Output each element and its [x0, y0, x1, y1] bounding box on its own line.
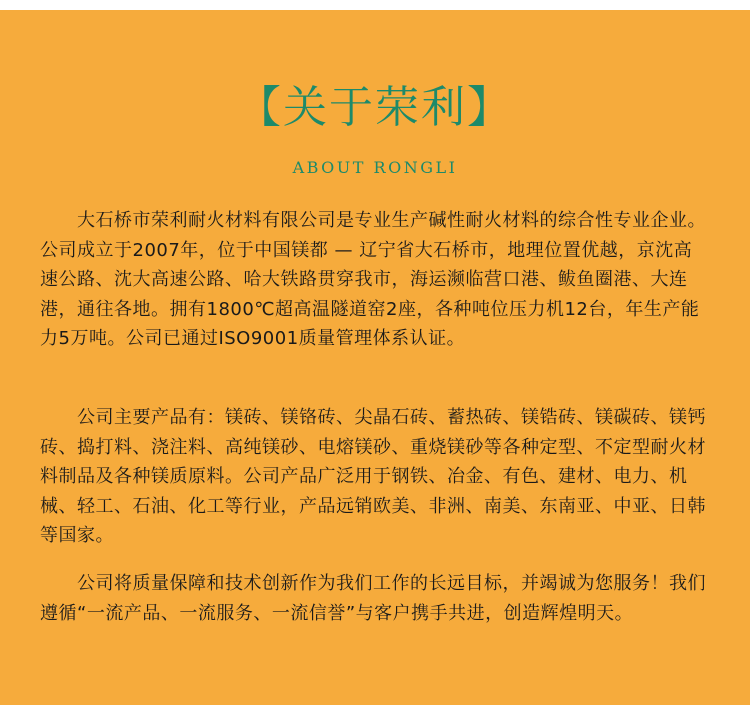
page-title: 【关于荣利】 [237, 82, 513, 133]
page-subtitle: ABOUT RONGLI [292, 158, 458, 177]
intro-paragraph: 大石桥市荣利耐火材料有限公司是专业生产碱性耐火材料的综合性专业企业。公司成立于2007年，位于中国镁都 — 辽宁省大石桥市，地理位置优越，京沈高速公路、沈大高速公路、哈大铁路贯穿我市，海运濒临营口港、鲅鱼圈港、大连港，通往各地。拥有1800℃超高温隧道窑2座，各种吨位压力机12台，年生产能力5万吨。公司已通过ISO9001质量管理体系认证。 [40, 210, 706, 349]
products-paragraph: 公司主要产品有：镁砖、镁铬砖、尖晶石砖、蓄热砖、镁锆砖、镁碳砖、镁钙砖、捣打料、浇注料、高纯镁砂、电熔镁砂、重烧镁砂等各种定型、不定型耐火材料制品及各种镁质原料。公司产品广泛用于钢铁、冶金、有色、建材、电力、机械、轻工、石油、化工等行业，产品远销欧美、非洲、南美、东南亚、中亚、日韩等国家。 [40, 407, 706, 546]
commitment-paragraph: 公司将质量保障和技术创新作为我们工作的长远目标，并竭诚为您服务！我们遵循“一流产品、一流服务、一流信誉”与客户携手共进，创造辉煌明天。 [40, 573, 706, 624]
